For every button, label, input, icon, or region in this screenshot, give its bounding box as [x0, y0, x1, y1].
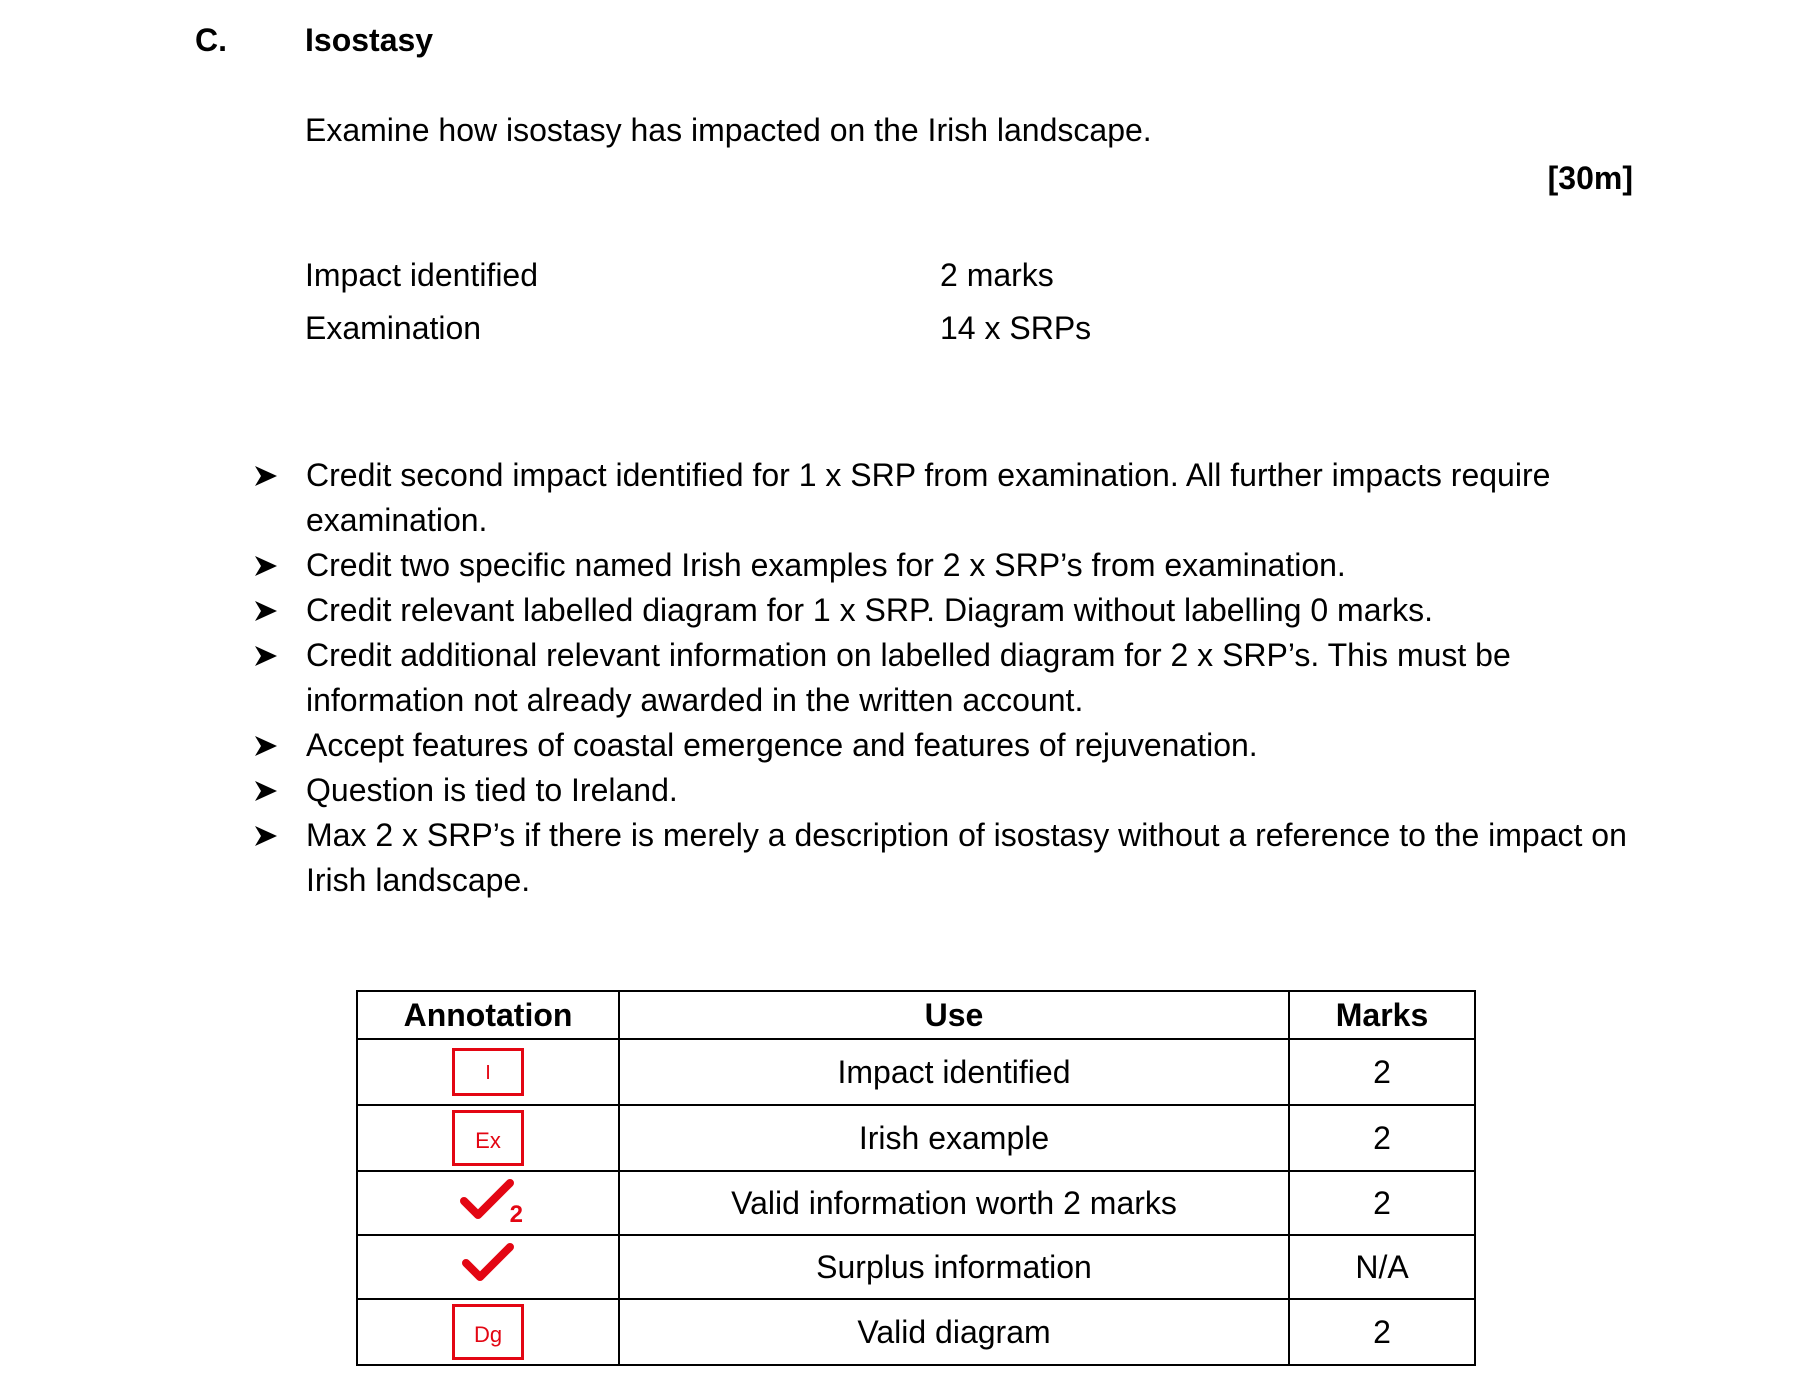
annotation-table	[356, 990, 1476, 1366]
total-marks: [30m]	[1547, 160, 1633, 196]
annotation-cell	[357, 1105, 619, 1171]
marking-note-text: Credit second impact identified for 1 x SRP from examination. All further impacts require examination.	[306, 457, 1551, 538]
marks-cell: 2	[1289, 1105, 1475, 1171]
marking-note	[250, 453, 1670, 543]
scheme-label-examination: Examination	[305, 310, 482, 346]
annotation-cell	[357, 1039, 619, 1105]
scheme-value-examination: 14 x SRPs	[940, 310, 1092, 346]
marking-notes-list	[250, 453, 1670, 903]
marks-cell: 2	[1289, 1171, 1475, 1235]
table-header-row	[357, 991, 1475, 1039]
table-row	[357, 1039, 1475, 1105]
header-use: Use	[619, 991, 1289, 1039]
scheme-label-impact: Impact identified	[305, 257, 539, 293]
arrow-bullet-icon	[254, 555, 278, 577]
use-cell: Valid information worth 2 marks	[619, 1171, 1289, 1235]
marking-note-text: Credit relevant labelled diagram for 1 x SRP. Diagram without labelling 0 marks.	[306, 592, 1434, 628]
header-annotation: Annotation	[357, 991, 619, 1039]
tick-2-icon	[453, 1177, 523, 1227]
section-letter: C.	[195, 22, 227, 58]
marking-note-text: Credit additional relevant information on labelled diagram for 2 x SRP’s. This must be information not already awarded in the written account.	[306, 637, 1511, 718]
marking-note	[250, 723, 1670, 768]
marking-note	[250, 813, 1670, 903]
arrow-bullet-icon	[254, 825, 278, 847]
stamp-ex-icon: Ex	[452, 1110, 524, 1166]
marking-note-text: Credit two specific named Irish examples for 2 x SRP’s from examination.	[306, 547, 1346, 583]
marking-note-text: Max 2 x SRP’s if there is merely a description of isostasy without a reference to the impact on Irish landscape.	[306, 817, 1627, 898]
tick-2-label: 2	[509, 1201, 523, 1228]
table-row	[357, 1299, 1475, 1365]
marks-cell: 2	[1289, 1039, 1475, 1105]
scheme-value-impact: 2 marks	[940, 257, 1054, 293]
table-row	[357, 1105, 1475, 1171]
use-cell: Irish example	[619, 1105, 1289, 1171]
stamp-i-icon: I	[452, 1048, 524, 1096]
annotation-cell	[357, 1299, 619, 1365]
annotation-cell	[357, 1171, 619, 1235]
use-cell: Impact identified	[619, 1039, 1289, 1105]
table-row	[357, 1171, 1475, 1235]
marking-note	[250, 633, 1670, 723]
marking-note	[250, 543, 1670, 588]
section-title: Isostasy	[305, 22, 434, 58]
stamp-dg-icon: Dg	[452, 1304, 524, 1360]
arrow-bullet-icon	[254, 645, 278, 667]
marks-cell: 2	[1289, 1299, 1475, 1365]
use-cell: Surplus information	[619, 1235, 1289, 1299]
arrow-bullet-icon	[254, 780, 278, 802]
arrow-bullet-icon	[254, 600, 278, 622]
marking-note	[250, 588, 1670, 633]
marking-note	[250, 768, 1670, 813]
tick-icon	[460, 1241, 516, 1285]
marking-note-text: Question is tied to Ireland.	[306, 772, 678, 808]
arrow-bullet-icon	[254, 735, 278, 757]
use-cell: Valid diagram	[619, 1299, 1289, 1365]
marks-cell: N/A	[1289, 1235, 1475, 1299]
tick-mark-icon	[460, 1177, 516, 1221]
arrow-bullet-icon	[254, 465, 278, 487]
marking-note-text: Accept features of coastal emergence and features of rejuvenation.	[306, 727, 1258, 763]
table-row	[357, 1235, 1475, 1299]
header-marks: Marks	[1289, 991, 1475, 1039]
annotation-cell	[357, 1235, 619, 1299]
question-text: Examine how isostasy has impacted on the Irish landscape.	[305, 112, 1152, 148]
